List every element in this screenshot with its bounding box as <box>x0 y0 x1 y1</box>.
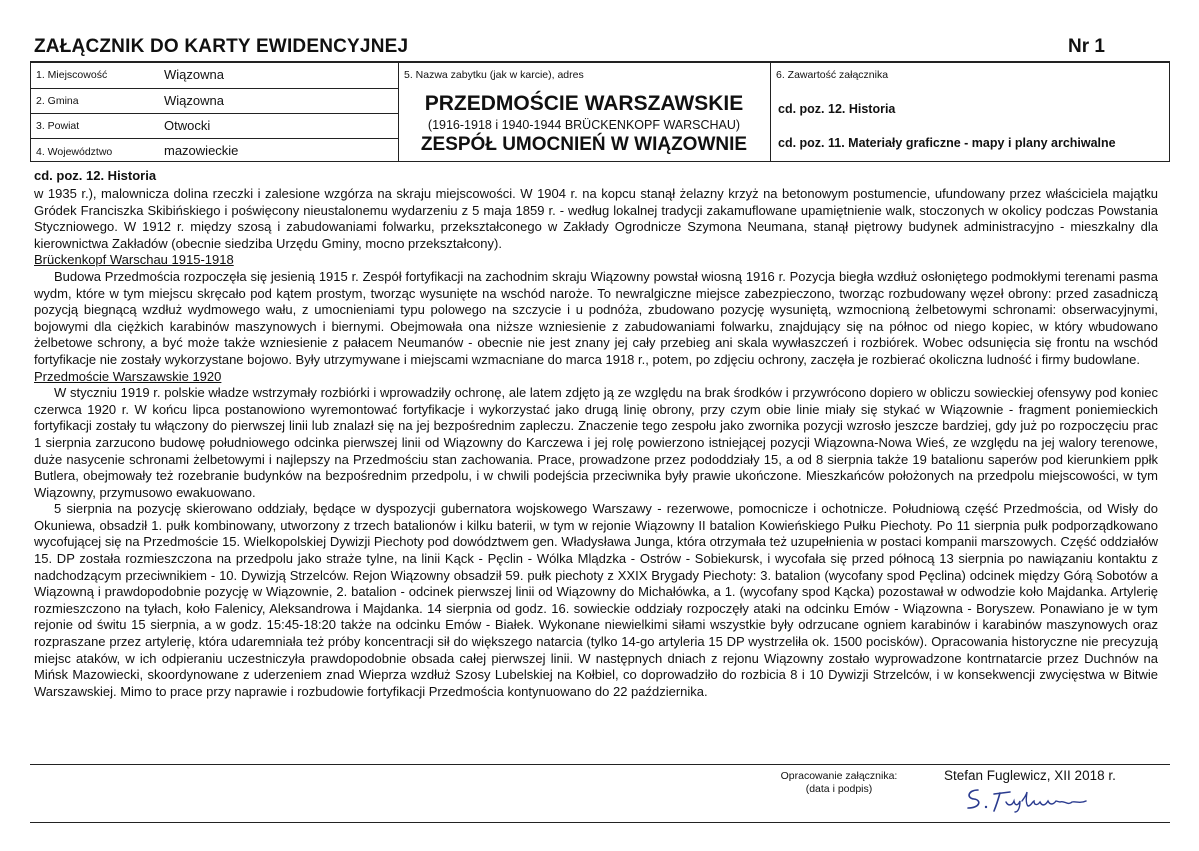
powiat-label: 3. Powiat <box>36 120 80 132</box>
history-body <box>34 186 1158 700</box>
footer-label-line1: Opracowanie załącznika: <box>780 770 898 782</box>
footer-label-line2: (data i podpis) <box>805 783 873 795</box>
handwritten-signature <box>960 784 1100 814</box>
paragraph-3: W styczniu 1919 r. polskie władze wstrzymały rozbiórki i wprowadziły ochronę, ale latem zdjęto ją ze względu na brak środków i przywrócono dopiero w obliczu sowieckiej ofensywy pod koniec czerwca 1920 r. W końcu lipca postanowiono wyremontować fortyfikacje i wykorzystać jako drugą linię obrony, przy czym obie linie miały się stykać w Wiązownie - fragment poniemieckich fortyfikacji zostały tu włączony do pierwszej linii lub znalazł się na jej bezpośrednim zapleczu. Znaczenie tego zespołu jako zwornika pozycji wzrosło jeszcze bardziej, gdy już po rozpoczęciu prac 1 sierpnia zarzucono budowę południowego odcinka pierwszej linii od Wiązowny do Karczewa i jej rolę powierzono istniejącej pozycji Wiązowna-Nowa Wieś, ze względu na jej walory terenowe, duże nasycenie schronami żelbetowymi i najlepszy na Przedmościu stan zachowania. Prace, prowadzone przez pododdziały 15, a od 8 sierpnia także 19 batalionu saperów pod kierunkiem ppłk Butlera, obejmowały też rozebranie budynków na bezpośrednim przedpolu, i w chwili podejścia przeciwnika były prawie ukończone. Mieszkańców położonych na przedpolu miejscowości, w tym Wiązowny, przymusowo ewakuowano. <box>34 385 1158 500</box>
zawartosc-item-1: cd. poz. 12. Historia <box>778 102 896 116</box>
column-divider-2 <box>770 61 771 162</box>
nazwa-label: 5. Nazwa zabytku (jak w karcie), adres <box>404 69 584 81</box>
subheading-text: Brückenkopf Warschau 1915-1918 <box>34 252 234 268</box>
subheading-przedmoscie <box>34 369 1158 386</box>
gmina-value: Wiązowna <box>164 93 224 108</box>
form-left-border <box>30 61 31 162</box>
monument-name-line2: (1916-1918 i 1940-1944 BRÜCKENKOPF WARSCHAU) <box>427 118 741 132</box>
column-divider-1 <box>398 61 399 162</box>
zawartosc-label: 6. Zawartość załącznika <box>776 69 889 81</box>
wojewodztwo-label: 4. Województwo <box>36 146 113 158</box>
form-bottom-border <box>30 161 1170 162</box>
footer-bottom-line <box>30 822 1170 823</box>
monument-name-line1: PRZEDMOŚCIE WARSZAWSKIE <box>424 92 744 115</box>
author-name: Stefan Fuglewicz, XII 2018 r. <box>944 768 1116 783</box>
powiat-value: Otwocki <box>164 118 211 133</box>
footer-label <box>764 770 914 796</box>
document-title: ZAŁĄCZNIK DO KARTY EWIDENCYJNEJ <box>34 36 409 57</box>
monument-name-line3: ZESPÓŁ UMOCNIEŃ W WIĄZOWNIE <box>420 134 748 155</box>
miejscowosc-label: 1. Miejscowość <box>36 69 108 81</box>
subheading-brueckenkopf <box>34 252 1158 269</box>
wojewodztwo-value: mazowieckie <box>164 143 239 158</box>
row-divider-1 <box>30 88 398 89</box>
form-right-border <box>1169 61 1170 162</box>
gmina-label: 2. Gmina <box>36 95 79 107</box>
zawartosc-item-2: cd. poz. 11. Materiały graficzne - mapy i plany archiwalne <box>778 136 1116 150</box>
paragraph-1: w 1935 r.), malownicza dolina rzeczki i zalesione wzgórza na skraju miejscowości. W 1904 r. na kopcu stanął żelazny krzyż na betonowym postumencie, ufundowany przez właściciela majątku Gródek Franciszka Skibińskiego i poświęcony nieustalonemu wydarzeniu z 5 maja 1859 r. - według lokalnej tradycji zakamuflowane upamiętnienie walk, stoczonych w okolicy podczas Powstania Styczniowego. W 1912 r. między szosą i zabudowaniami folwarku, przekształconego w Zakłady Ogrodnicze Szymona Neumana, stanął piętrowy budynek administracyjno - mieszkalny dla kierownictwa Zakładów (obecnie siedziba Urzędu Gminy, mocno przekształcony). <box>34 186 1158 251</box>
footer-top-line <box>30 764 1170 765</box>
paragraph-2: Budowa Przedmościa rozpoczęła się jesienią 1915 r. Zespół fortyfikacji na zachodnim skraju Wiązowny powstał wiosną 1916 r. Pozycja biegła wzdłuż osłoniętego podmokłymi terenami pasma wydm, które w tym miejscu skręcało pod kątem prostym, tworząc wysunięte na wschód naroże. To newralgiczne miejsce zabezpieczono, tworząc rozbudowany węzeł obrony: przed zasadniczą pozycją biegnącą wzdłuż wydmowego wału, z umocnieniami typu polowego na szczycie i u podnóża, zbudowano pozycję wysuniętą, wzmocnioną żelbetowymi schronami: obserwacyjnymi, bojowymi dla ciężkich karabinów maszynowych i biernymi. Obejmowała ona niższe wzniesienie z zabudowaniami folwarku, znajdujący się na północ od niego kopiec, w który wbudowano żelbetowe schrony, a być może także wzniesienie z pałacem Neumanów - obecnie nie jest znany jej cały przebieg ani skala wywłaszczeń i rozbiórek. Wobec odsunięcia się frontu na wschód fortyfikacje nie zostały wykorzystane bojowo. Były utrzymywane i miejscami wzmacniane do marca 1918 r., potem, po zdjęciu ochrony, zaczęła je rozbierać okoliczna ludność i firmy budowlane. <box>34 268 1158 367</box>
form-top-border <box>30 61 1170 63</box>
row-divider-3 <box>30 138 398 139</box>
document-number: Nr 1 <box>1068 36 1105 57</box>
paragraph-4: 5 sierpnia na pozycję skierowano oddziały, będące w dyspozycji gubernatora wojskowego Warszawy - rezerwowe, pomocnicze i ochotnicze. Południową część Przedmościa, od Wisły do Okuniewa, obsadził 1. pułk kombinowany, utworzony z trzech batalionów i kilku baterii, w tym w rejonie Wiązowny II batalion Kowieńskiego Pułku Piechoty. Po 11 sierpnia pułk podporządkowano wycofującej się na Przedmoście 15. Wielkopolskiej Dywizji Piechoty pod dowództwem gen. Władysława Junga, która otrzymała też uzupełnienia w postaci kompanii marszowych. Część oddziałów 15. DP została rozmieszczona na przedpolu jako straże tylne, na linii Kąck - Pęclin - Wólka Mlądzka - Ostrów - Sobiekursk, i wycofała się przed północą 13 sierpnia po nawiązaniu kontaktu z nadchodzącym przeciwnikiem - 10. Dywizją Strzelców. Rejon Wiązowny obsadził 59. pułk piechoty z XXIX Brygady Piechoty: 3. batalion (wycofany spod Pęclina) odcinek między Górą Sobotów a Wiązowną i prawdopodobnie pozycję w Wiązownie, 2. batalion - odcinek pierwszej linii od Wiązowny do Michałówka, a 1. (wycofany spod Kącka) pozostawał w odwodzie koło Majdanka. Artylerię rozmieszczono na tyłach, koło Falenicy, Aleksandrowa i Majdanka. 14 sierpnia od godz. 16. sowieckie oddziały rozpoczęły ataki na odcinku Emów - Wiązowna - Boryszew. Ponawiano je w tym rejonie od świtu 15 sierpnia, a w godz. 15:45-18:20 także na odcinku Emów - Białek. Wykonane niewielkimi siłami wszystkie były odrzucane ogniem karabinów i karabinów maszynowych oraz rozpraszane przez artylerię, która udaremniała też próby koncentracji sił do większego natarcia (tylko 14-go artyleria 15 DP wystrzeliła ok. 1500 pocisków). Opracowania historyczne nie precyzują miejsc ataków, w ich odpieraniu uczestniczyła prawdopodobnie obsada całej pierwszej linii. W następnych dniach z rejonu Wiązowny zostało wyprowadzone kontrnatarcie przez Duchnów na Mińsk Mazowiecki, skoordynowane z uderzeniem znad Wieprza wzdłuż Szosy Lubelskiej na Kołbiel, co doprowadziło do rozbicia 8 i 10 Dywizji Strzelców, i w konsekwencji zwycięstwa w Bitwie Warszawskiej. Mimo to prace przy naprawie i rozbudowie fortyfikacji Przedmościa kontynuowano do 22 października. <box>34 501 1158 699</box>
section-heading: cd. poz. 12. Historia <box>34 168 157 183</box>
subheading-text: Przedmoście Warszawskie 1920 <box>34 368 222 384</box>
row-divider-2 <box>30 113 398 114</box>
miejscowosc-value: Wiązowna <box>164 67 224 82</box>
